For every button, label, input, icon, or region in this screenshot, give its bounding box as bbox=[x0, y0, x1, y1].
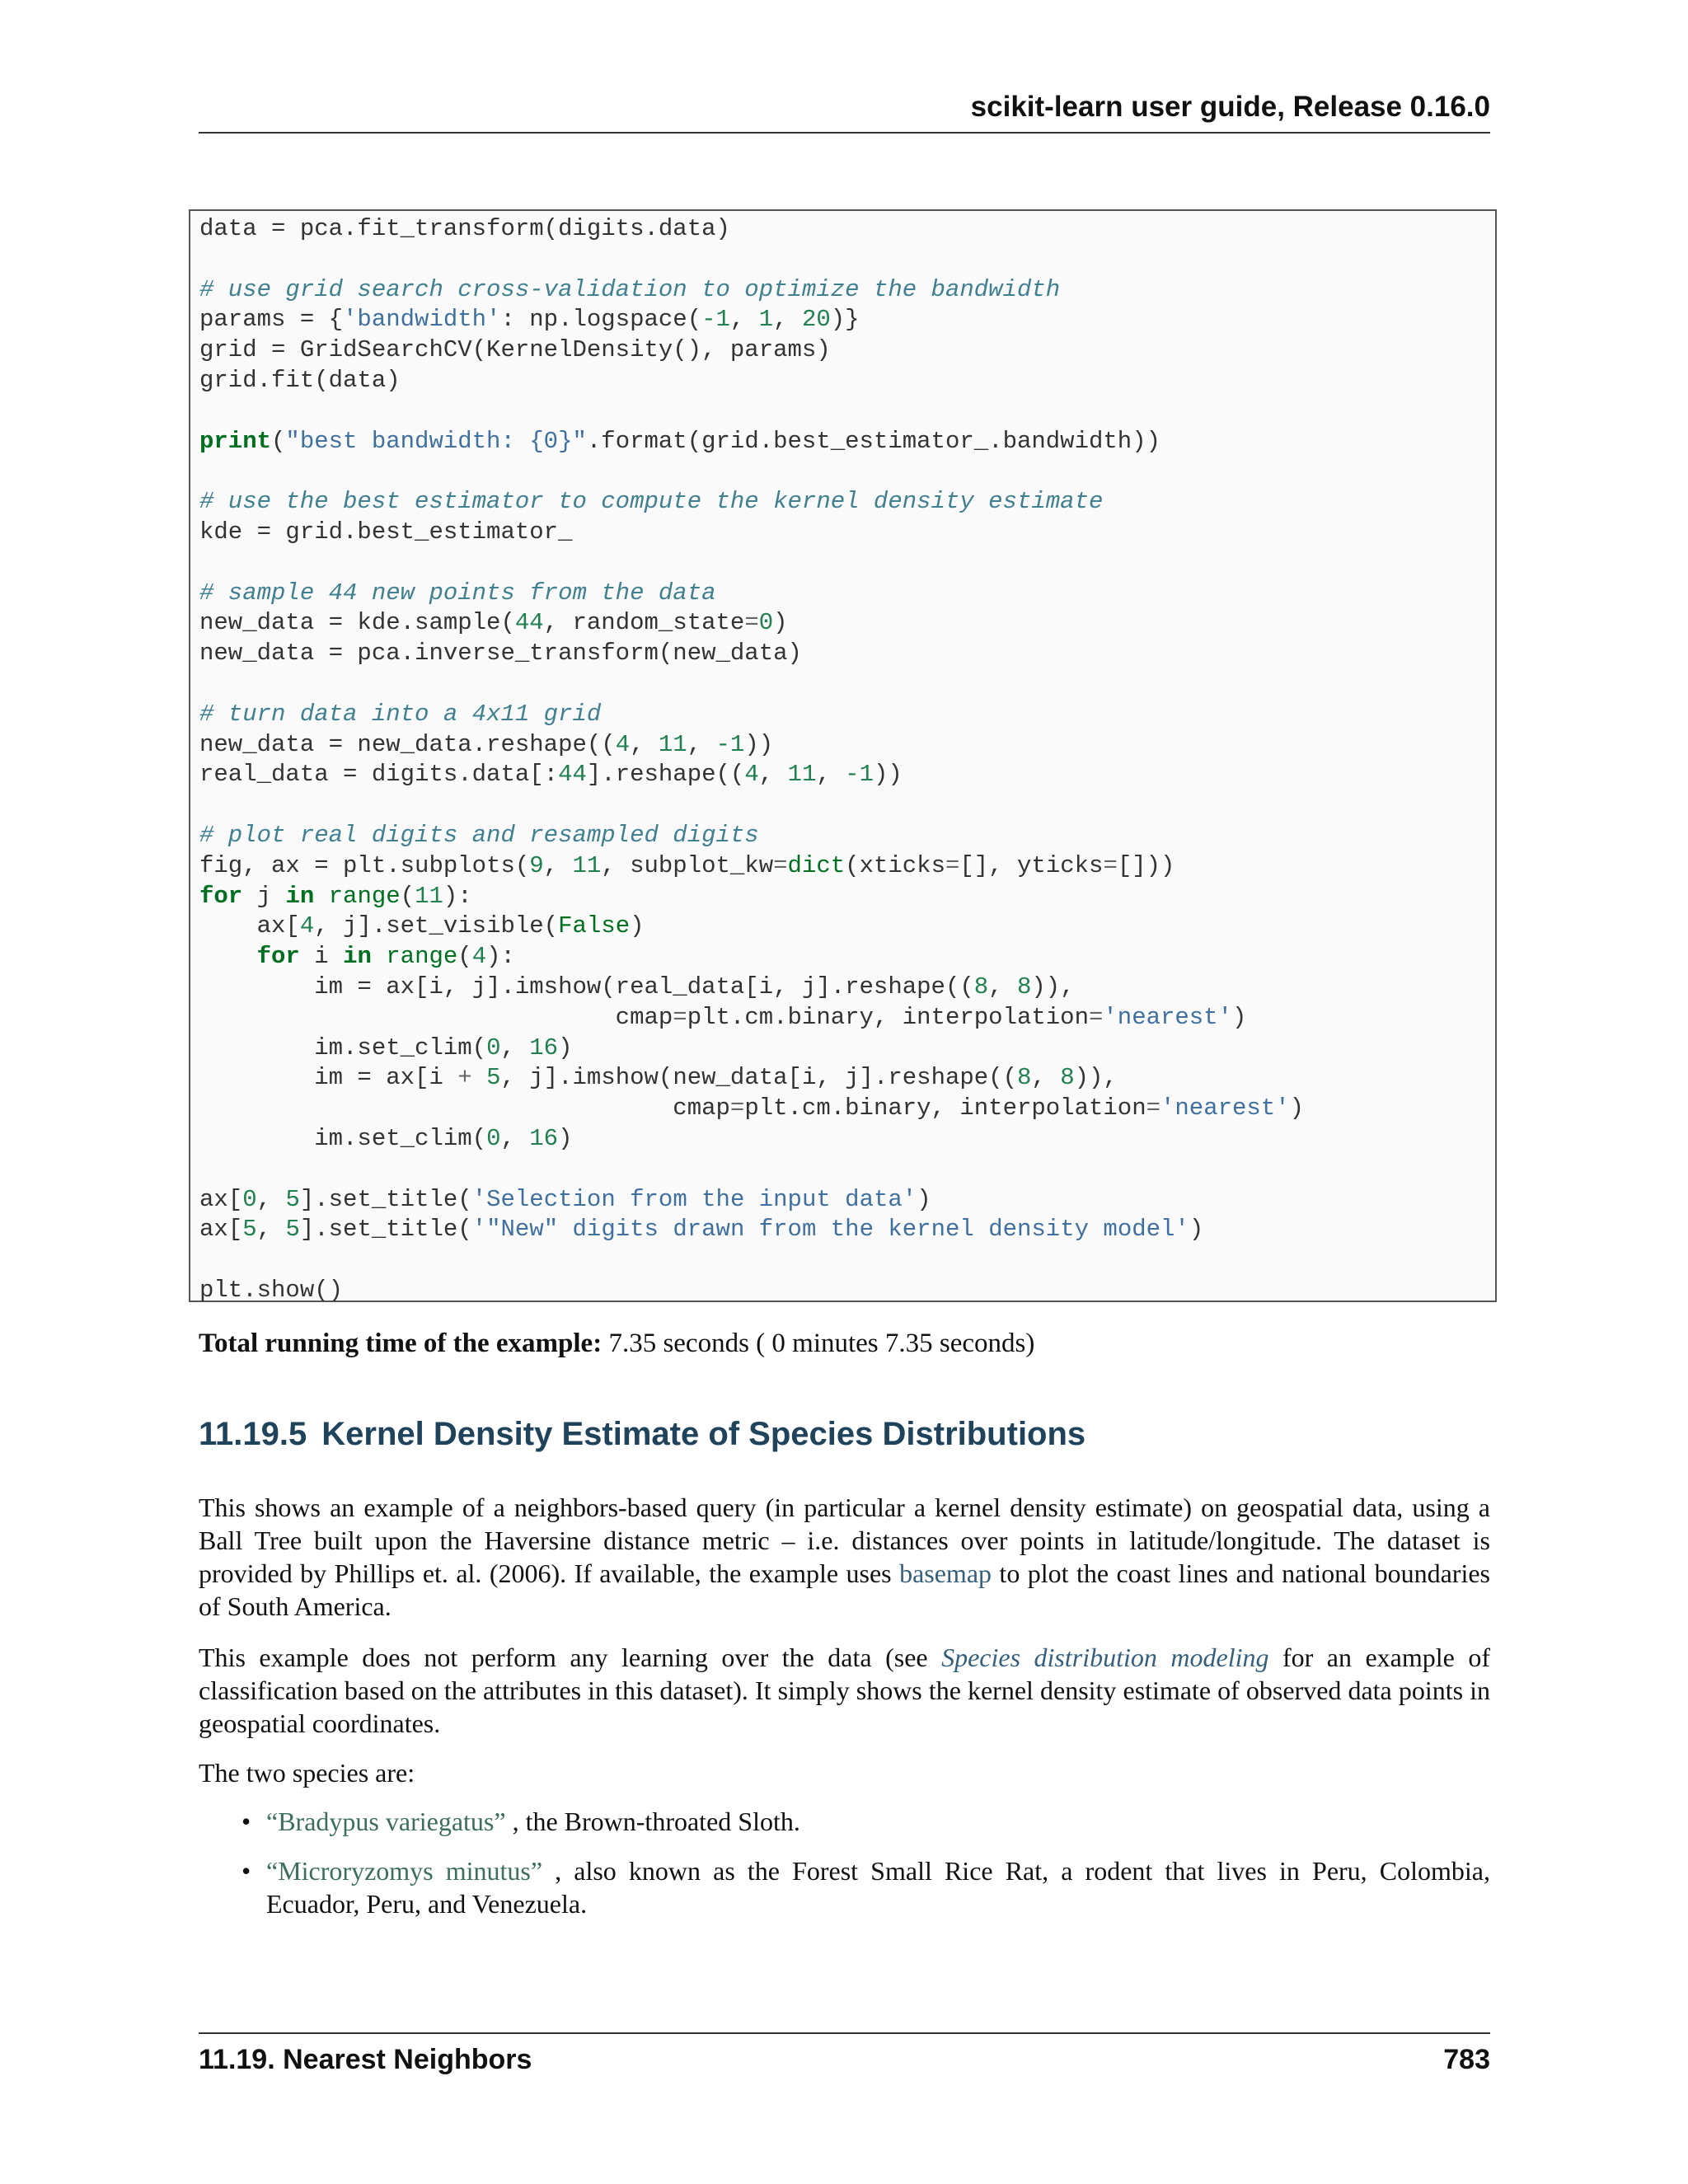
code-token: "best bandwidth: {0}" bbox=[285, 427, 587, 455]
code-line bbox=[199, 700, 1304, 730]
code-token: 16 bbox=[529, 1124, 559, 1152]
code-token: 44 bbox=[558, 761, 587, 789]
code-token: , bbox=[988, 972, 1017, 1001]
code-token: i bbox=[299, 943, 344, 971]
code-line bbox=[199, 760, 1304, 790]
code-token: = bbox=[673, 1003, 687, 1031]
basemap-link[interactable]: basemap bbox=[899, 1558, 992, 1588]
code-token: plt.cm.binary, interpolation bbox=[687, 1003, 1089, 1031]
code-token: new_data = pca.inverse_transform(new_data) bbox=[199, 640, 802, 668]
code-token: # sample 44 new points from the data bbox=[199, 579, 716, 607]
code-token: grid.fit(data) bbox=[199, 366, 401, 394]
code-token: ( bbox=[271, 427, 286, 455]
running-time bbox=[199, 1329, 1034, 1359]
code-token: plt.show() bbox=[199, 1276, 344, 1304]
code-token: , bbox=[543, 851, 573, 879]
code-token: 8 bbox=[1017, 1064, 1032, 1092]
code-token: )) bbox=[744, 730, 774, 758]
code-token: 0 bbox=[486, 1033, 501, 1062]
code-token: )} bbox=[830, 306, 860, 334]
code-token: 11 bbox=[415, 882, 443, 910]
code-token: 5 bbox=[486, 1064, 501, 1092]
code-token: new_data = kde.sample( bbox=[199, 609, 515, 637]
code-token: 16 bbox=[529, 1033, 559, 1062]
code-token: ax[ bbox=[199, 1216, 243, 1244]
code-token: ) bbox=[630, 912, 645, 940]
header-title: scikit-learn user guide, Release 0.16.0 bbox=[970, 91, 1490, 123]
code-line bbox=[199, 214, 1304, 245]
code-token: = bbox=[744, 609, 759, 637]
code-token: im = ax[i, j].imshow(real_data[i, j].reshape(( bbox=[199, 972, 974, 1001]
code-token: , random_state bbox=[543, 609, 745, 637]
code-token: 0 bbox=[242, 1185, 257, 1213]
code-token: 'bandwidth' bbox=[343, 306, 501, 334]
code-token: cmap bbox=[199, 1003, 673, 1031]
code-token: ) bbox=[558, 1124, 573, 1152]
species-list bbox=[199, 1805, 1490, 1937]
code-token: 11 bbox=[658, 730, 687, 758]
section-title: Kernel Density Estimate of Species Distributions bbox=[321, 1416, 1086, 1452]
code-token: False bbox=[558, 912, 631, 940]
code-token: , j].set_visible( bbox=[314, 912, 559, 940]
code-line bbox=[199, 972, 1304, 1003]
intro-paragraph bbox=[199, 1491, 1490, 1623]
code-token bbox=[472, 1064, 486, 1091]
species-intro: The two species are: bbox=[199, 1758, 415, 1788]
code-token: 5 bbox=[285, 1185, 300, 1213]
code-token: , bbox=[758, 761, 788, 789]
code-token: # use the best estimator to compute the kernel density estimate bbox=[199, 488, 1104, 516]
code-line bbox=[199, 1155, 1304, 1185]
code-token: ax[ bbox=[199, 1185, 243, 1213]
code-line bbox=[199, 427, 1304, 457]
code-line bbox=[199, 305, 1304, 335]
code-token: data = pca.fit_transform(digits.data) bbox=[199, 215, 730, 242]
code-token: ): bbox=[443, 882, 472, 910]
code-line bbox=[199, 608, 1304, 639]
code-line bbox=[199, 275, 1304, 306]
code-token: 9 bbox=[529, 851, 544, 879]
code-token: params = { bbox=[199, 306, 344, 334]
code-token: ) bbox=[773, 609, 788, 637]
code-token: , j].imshow(new_data[i, j].reshape(( bbox=[500, 1064, 1017, 1092]
code-line bbox=[199, 821, 1304, 851]
code-token: real_data = digits.data[: bbox=[199, 761, 559, 789]
code-token: , bbox=[256, 1216, 286, 1244]
code-line bbox=[199, 518, 1304, 548]
code-token: ( bbox=[457, 943, 472, 971]
code-token: 5 bbox=[285, 1216, 300, 1244]
code-token: ) bbox=[558, 1033, 573, 1062]
code-token: ( bbox=[400, 882, 415, 910]
code-token: new_data = new_data.reshape(( bbox=[199, 730, 616, 758]
list-item bbox=[199, 1854, 1490, 1920]
code-token: 4 bbox=[471, 943, 487, 971]
code-line bbox=[199, 882, 1304, 912]
code-token: , bbox=[687, 730, 716, 758]
code-token: in bbox=[343, 943, 372, 971]
code-token: ].set_title( bbox=[299, 1216, 472, 1244]
code-token: for bbox=[199, 882, 243, 910]
code-line bbox=[199, 639, 1304, 669]
learning-text-after: for an example of classification based on the attributes in this dataset). It simply shows the kernel density estimate of observed data points in geospatial coordinates. bbox=[199, 1643, 1491, 1738]
code-token: ax[ bbox=[199, 912, 300, 940]
code-token: = bbox=[729, 1094, 745, 1122]
code-token: [])) bbox=[1117, 851, 1175, 879]
code-token: , subplot_kw bbox=[601, 851, 774, 879]
running-footer bbox=[199, 2032, 1490, 2076]
bradypus-link[interactable]: “Bradypus variegatus” bbox=[266, 1807, 506, 1836]
code-token: range bbox=[328, 882, 401, 910]
code-token: for bbox=[256, 943, 300, 971]
code-token: # use grid search cross-validation to optimize the bandwidth bbox=[199, 275, 1061, 303]
code-token: -1 bbox=[715, 730, 745, 758]
code-line bbox=[199, 730, 1304, 761]
code-token: # plot real digits and resampled digits bbox=[199, 821, 759, 849]
code-token: range bbox=[386, 943, 458, 971]
code-token: : np.logspace( bbox=[500, 306, 702, 334]
code-line bbox=[199, 579, 1304, 609]
code-line bbox=[199, 335, 1304, 366]
code-token: 44 bbox=[514, 609, 544, 637]
code-token: '"New" digits drawn from the kernel density model' bbox=[471, 1216, 1189, 1244]
code-line bbox=[199, 669, 1304, 700]
code-token: 20 bbox=[801, 306, 831, 334]
code-line bbox=[199, 790, 1304, 821]
learning-paragraph bbox=[199, 1641, 1490, 1740]
code-line bbox=[199, 396, 1304, 427]
code-line bbox=[199, 1063, 1304, 1094]
list-item bbox=[199, 1805, 1490, 1838]
code-token: = bbox=[1088, 1003, 1104, 1031]
running-time-label: Total running time of the example: bbox=[199, 1329, 603, 1358]
code-line bbox=[199, 1276, 1304, 1306]
code-token: )), bbox=[1031, 972, 1075, 1001]
section-number: 11.19.5 bbox=[199, 1416, 307, 1452]
code-line bbox=[199, 1003, 1304, 1033]
code-token: dict bbox=[787, 851, 846, 879]
code-token: , bbox=[500, 1124, 530, 1152]
code-token: .format(grid.best_estimator_.bandwidth)) bbox=[586, 427, 1161, 455]
bullet-icon: • bbox=[241, 1856, 251, 1886]
running-time-value: 7.35 seconds ( 0 minutes 7.35 seconds) bbox=[602, 1329, 1035, 1358]
code-line bbox=[199, 851, 1304, 882]
code-token: ].reshape(( bbox=[586, 761, 745, 789]
code-listing bbox=[199, 214, 1304, 1306]
code-token: ) bbox=[1289, 1094, 1305, 1122]
code-token: 8 bbox=[1060, 1064, 1075, 1092]
code-token: 5 bbox=[242, 1216, 257, 1244]
code-token: 'nearest' bbox=[1103, 1003, 1233, 1031]
code-token: ) bbox=[1232, 1003, 1247, 1031]
code-line bbox=[199, 1033, 1304, 1064]
code-token: im = ax[i bbox=[199, 1064, 458, 1092]
code-line bbox=[199, 1124, 1304, 1155]
code-token: j bbox=[242, 882, 286, 910]
code-token: ].set_title( bbox=[299, 1185, 472, 1213]
code-token bbox=[314, 883, 328, 910]
microryzomys-link[interactable]: “Microryzomys minutus” bbox=[266, 1856, 543, 1886]
code-token: fig, ax = plt.subplots( bbox=[199, 851, 530, 879]
code-token: ): bbox=[486, 943, 515, 971]
code-line bbox=[199, 1185, 1304, 1216]
code-token: , bbox=[500, 1033, 530, 1062]
code-token: = bbox=[1103, 851, 1118, 879]
code-token: = bbox=[773, 851, 788, 879]
code-token: in bbox=[285, 882, 315, 910]
learning-text-before: This example does not perform any learning over the data (see bbox=[199, 1643, 942, 1672]
code-token: 4 bbox=[744, 761, 759, 789]
intro-text-before: This shows an example of a neighbors-based query (in particular a kernel density estimate) on geospatial data, using a Ball Tree built upon the Haversine distance metric – i.e. distances over points in latitude/longitude. The dataset is provided by Phillips et. al. (2006). If available, the example uses bbox=[199, 1493, 1490, 1588]
code-token: ) bbox=[1189, 1216, 1204, 1244]
code-token: ) bbox=[917, 1185, 931, 1213]
code-token: , bbox=[773, 306, 802, 334]
code-token: 'Selection from the input data' bbox=[471, 1185, 917, 1213]
code-line bbox=[199, 942, 1304, 972]
species-distribution-modeling-link[interactable]: Species distribution modeling bbox=[941, 1643, 1269, 1672]
code-token: )), bbox=[1074, 1064, 1118, 1092]
code-token: im.set_clim( bbox=[199, 1033, 487, 1062]
code-token: = bbox=[1146, 1094, 1160, 1122]
code-line bbox=[199, 548, 1304, 579]
code-token: , bbox=[816, 761, 846, 789]
code-token: , bbox=[256, 1185, 286, 1213]
page-number: 783 bbox=[1443, 2044, 1490, 2075]
code-line bbox=[199, 1215, 1304, 1245]
code-line bbox=[199, 1245, 1304, 1276]
code-token: + bbox=[457, 1064, 472, 1092]
code-token bbox=[199, 943, 257, 970]
footer-section: 11.19. Nearest Neighbors bbox=[199, 2044, 532, 2075]
code-token: kde = grid.best_estimator_ bbox=[199, 518, 573, 546]
bullet-icon: • bbox=[241, 1807, 251, 1836]
code-token bbox=[372, 943, 386, 970]
code-token: (xticks bbox=[845, 851, 945, 879]
code-token: 0 bbox=[486, 1124, 501, 1152]
code-token: 4 bbox=[615, 730, 631, 758]
code-token: )) bbox=[873, 761, 903, 789]
code-token: print bbox=[199, 427, 272, 455]
code-block bbox=[189, 209, 1497, 1302]
intro-text-after: to plot the coast lines and national boundaries of South America. bbox=[199, 1558, 1491, 1621]
code-token: -1 bbox=[845, 761, 874, 789]
code-token: , bbox=[729, 306, 759, 334]
code-token: 0 bbox=[758, 609, 774, 637]
code-line bbox=[199, 245, 1304, 275]
code-token: cmap bbox=[199, 1094, 730, 1122]
code-token: 4 bbox=[299, 912, 315, 940]
code-line bbox=[199, 487, 1304, 518]
code-token: = bbox=[945, 851, 960, 879]
code-token: 11 bbox=[787, 761, 817, 789]
code-token: [], yticks bbox=[959, 851, 1104, 879]
running-header bbox=[199, 91, 1490, 134]
code-token: 11 bbox=[572, 851, 602, 879]
code-token: 8 bbox=[973, 972, 989, 1001]
species-description: , also known as the Forest Small Rice Rat, a rodent that lives in Peru, Colombia, Ecuador, Peru, and Venezuela. bbox=[266, 1856, 1491, 1919]
code-token: 8 bbox=[1016, 972, 1032, 1001]
code-token: 'nearest' bbox=[1160, 1094, 1290, 1122]
code-token: , bbox=[1031, 1064, 1061, 1092]
code-token: , bbox=[630, 730, 659, 758]
code-token: # turn data into a 4x11 grid bbox=[199, 700, 602, 728]
code-token: plt.cm.binary, interpolation bbox=[744, 1094, 1146, 1122]
code-token: im.set_clim( bbox=[199, 1124, 487, 1152]
code-line bbox=[199, 457, 1304, 487]
section-heading bbox=[199, 1416, 1085, 1453]
code-line bbox=[199, 366, 1304, 396]
code-line bbox=[199, 912, 1304, 942]
code-line bbox=[199, 1094, 1304, 1124]
code-token: grid = GridSearchCV(KernelDensity(), params) bbox=[199, 336, 831, 364]
species-description: , the Brown-throated Sloth. bbox=[505, 1807, 800, 1836]
code-token: 1 bbox=[758, 306, 774, 334]
code-token: -1 bbox=[701, 306, 730, 334]
